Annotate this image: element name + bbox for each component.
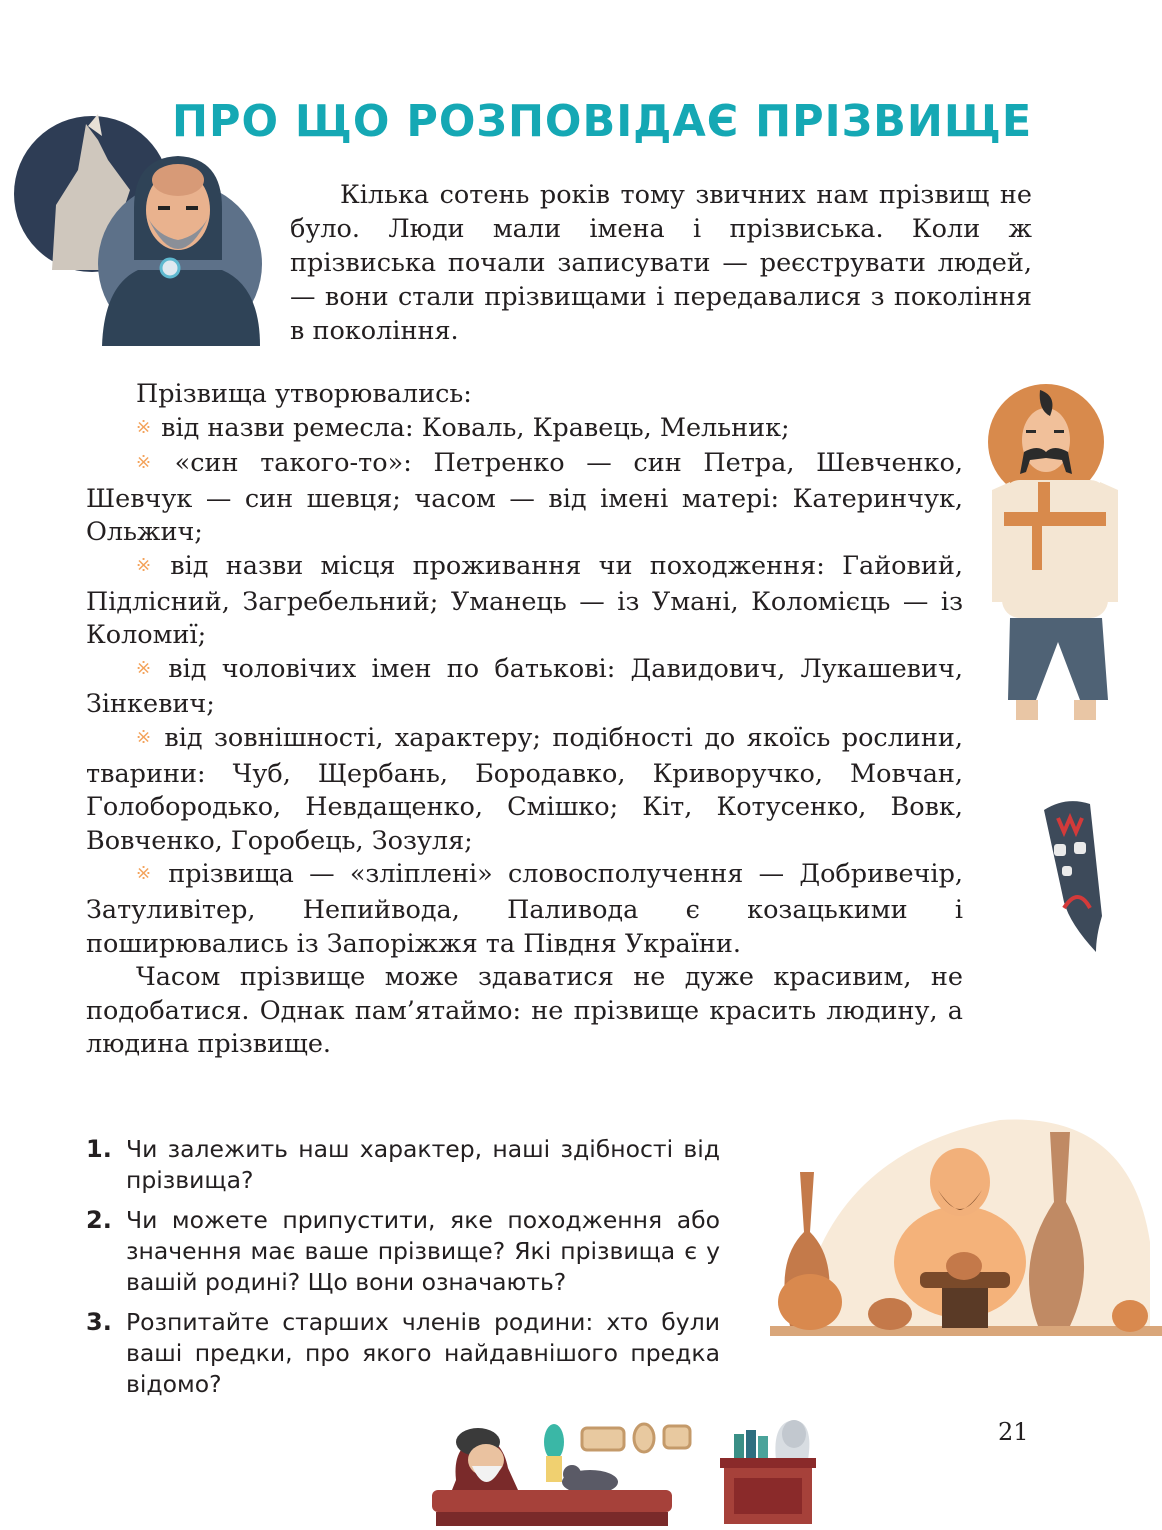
question-item	[86, 1134, 720, 1196]
question-text: Чи можете припустити, яке походження або значення має ваше прізвище? Які прізвища є у вашій родині? Що вони означають?	[126, 1206, 720, 1296]
list-item: ※ від чоловічих імен по батькові: Давидович, Лукашевич, Зінкевич;	[86, 653, 963, 720]
list-item: ※ від назви ремесла: Коваль, Кравець, Мельник;	[136, 412, 790, 443]
old-man-with-cat-illustration	[432, 1420, 696, 1526]
list-item: ※ прізвища — «зліплені» словосполучення — Добривечір, Затуливітер, Непийвода, Паливода є козацькими і поширювались із Запоріжжя та Півдня України.	[86, 859, 963, 959]
bullet-icon: ※	[136, 863, 159, 885]
intro-paragraph	[290, 178, 1032, 348]
question-item	[86, 1307, 720, 1400]
question-item	[86, 1205, 720, 1298]
formation-heading: Прізвища утворювались:	[136, 379, 472, 409]
potter-illustration	[770, 1112, 1162, 1352]
knife-illustration	[1038, 796, 1110, 954]
questions-list	[86, 1134, 720, 1409]
page-number: 21	[998, 1418, 1029, 1446]
bullet-icon: ※	[136, 726, 155, 748]
question-number: 2.	[86, 1206, 112, 1234]
question-number: 3.	[86, 1308, 112, 1336]
question-text: Чи залежить наш характер, наші здібності від прізвища?	[126, 1135, 720, 1194]
formation-section	[86, 378, 963, 1062]
list-item: ※ «син такого-то»: Петренко — син Петра, Шевченко, Шевчук — син шевця; часом — від імені матері: Катеринчук, Ольжич;	[86, 448, 963, 548]
question-text: Розпитайте старших членів родини: хто були ваші предки, про якого найдавнішого предка відомо?	[126, 1308, 720, 1398]
bullet-icon: ※	[136, 554, 161, 576]
intro-text: Кілька сотень років тому звичних нам прізвищ не було. Люди мали імена і прізвиська. Коли ж прізвиська почали записувати — реєструвати людей, — вони стали прізвищами і передавалися з покоління в покоління.	[290, 180, 1032, 346]
list-item: ※ від назви місця проживання чи походження: Гайовий, Підлісний, Загребельний; Уманець — із Умані, Коломієць — із Коломиї;	[86, 550, 963, 651]
question-number: 1.	[86, 1135, 112, 1163]
cabinet-with-bust-illustration	[716, 1414, 820, 1524]
cossack-illustration	[988, 382, 1124, 728]
bullet-icon: ※	[136, 416, 152, 438]
page-title: ПРО ЩО РОЗПОВІДАЄ ПРІЗВИЩЕ	[172, 96, 1033, 147]
conclusion-paragraph: Часом прізвище може здаватися не дуже красивим, не подобатися. Однак пам’ятаймо: не прізвище красить людину, а людина прізвище.	[86, 962, 963, 1060]
bullet-icon: ※	[136, 657, 159, 679]
list-item: ※ від зовнішності, характеру; подібності до якоїсь рослини, тварини: Чуб, Щербань, Бородавко, Криворучко, Мовчан, Голобородько, Невдащенко, Смішко; Кіт, Котусенко, Вовк, Вовченко, Горобець, Зозуля;	[86, 722, 963, 856]
bullet-icon: ※	[136, 452, 165, 474]
